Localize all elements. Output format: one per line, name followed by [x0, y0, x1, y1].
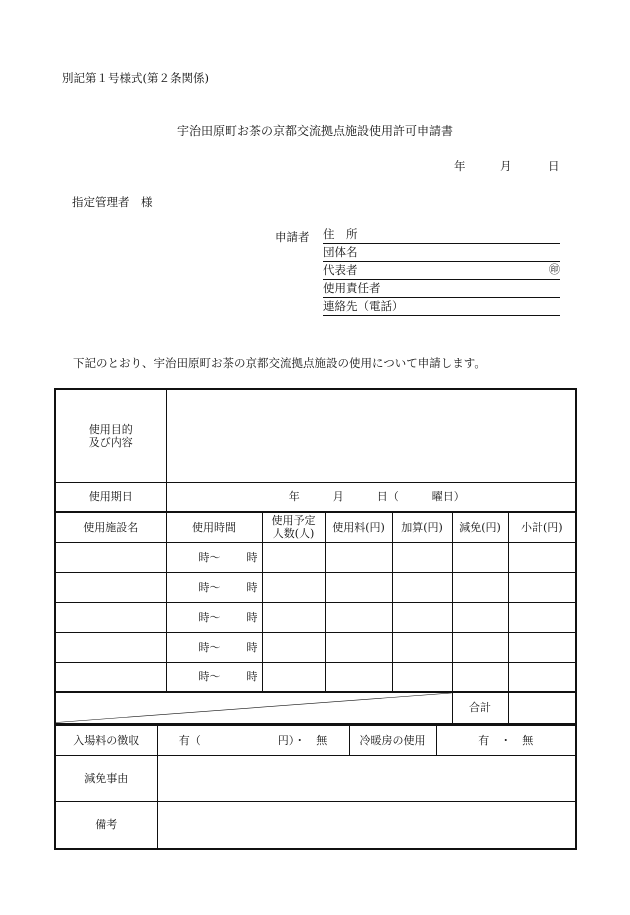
- table-row: [56, 572, 575, 602]
- header-time: 使用時間: [166, 512, 262, 542]
- hour-to: 時: [246, 610, 258, 624]
- subtotal-cell[interactable]: [508, 542, 575, 572]
- hvac-label: 冷暖房の使用: [349, 725, 436, 756]
- representative-field[interactable]: [323, 263, 560, 280]
- table-row: [56, 602, 575, 632]
- attendees-cell[interactable]: [262, 542, 325, 572]
- hour-from: 時～: [198, 640, 221, 654]
- address-field[interactable]: [323, 227, 560, 244]
- exemption-reason-input[interactable]: [157, 756, 575, 802]
- hour-to: 時: [246, 550, 258, 564]
- discount-cell[interactable]: [452, 662, 508, 692]
- fee-cell[interactable]: [325, 602, 392, 632]
- date-day: 日: [548, 159, 560, 173]
- responsible-person-label: 使用責任者: [323, 281, 381, 295]
- time-cell[interactable]: [166, 572, 262, 602]
- table-row: [56, 542, 575, 572]
- subtotal-cell[interactable]: [508, 662, 575, 692]
- surcharge-cell[interactable]: [392, 602, 452, 632]
- fee-cell[interactable]: [325, 572, 392, 602]
- date-year: 年: [454, 159, 466, 173]
- attendees-cell[interactable]: [262, 632, 325, 662]
- total-value[interactable]: [508, 692, 575, 723]
- entrance-fee-choice[interactable]: 有（ 円）・ 無: [157, 725, 349, 756]
- table-row: [56, 662, 575, 692]
- facility-cell[interactable]: [56, 572, 166, 602]
- discount-cell[interactable]: [452, 602, 508, 632]
- total-label: 合計: [452, 692, 508, 723]
- time-cell[interactable]: [166, 632, 262, 662]
- representative-label: 代表者: [323, 263, 358, 277]
- hour-from: 時～: [198, 670, 221, 684]
- applicant-label: 申請者: [275, 230, 310, 244]
- facility-cell[interactable]: [56, 602, 166, 632]
- lower-table: [56, 724, 575, 848]
- addressee: 指定管理者 様: [72, 195, 153, 209]
- contact-phone-label: 連絡先（電話）: [323, 299, 404, 313]
- hour-from: 時～: [198, 610, 221, 624]
- attendees-cell[interactable]: [262, 662, 325, 692]
- discount-cell[interactable]: [452, 572, 508, 602]
- subtotal-cell[interactable]: [508, 572, 575, 602]
- time-cell[interactable]: [166, 542, 262, 572]
- form-number-label: 別記第１号様式(第２条関係): [62, 71, 209, 85]
- fee-cell[interactable]: [325, 662, 392, 692]
- time-cell[interactable]: [166, 602, 262, 632]
- diagonal-line: [56, 693, 452, 723]
- remarks-input[interactable]: [157, 802, 575, 848]
- hour-to: 時: [246, 640, 258, 654]
- time-cell[interactable]: [166, 662, 262, 692]
- hvac-choice[interactable]: 有 ・ 無: [436, 725, 575, 756]
- subtotal-cell[interactable]: [508, 602, 575, 632]
- discount-cell[interactable]: [452, 542, 508, 572]
- document-title: 宇治田原町お茶の京都交流拠点施設使用許可申請書: [176, 124, 453, 138]
- hour-from: 時～: [198, 550, 221, 564]
- header-fee: 使用料(円): [325, 512, 392, 542]
- header-subtotal: 小計(円): [508, 512, 575, 542]
- application-statement: 下記のとおり、宇治田原町お茶の京都交流拠点施設の使用について申請します。: [73, 356, 486, 370]
- main-table: [56, 390, 575, 724]
- attendees-cell[interactable]: [262, 602, 325, 632]
- seal-mark: ㊞: [549, 263, 560, 276]
- facility-cell[interactable]: [56, 542, 166, 572]
- surcharge-cell[interactable]: [392, 542, 452, 572]
- fee-cell[interactable]: [325, 632, 392, 662]
- remarks-label: 備考: [56, 802, 157, 848]
- total-blank-diagonal: [56, 692, 452, 723]
- responsible-person-field[interactable]: [323, 281, 560, 298]
- application-table: [54, 388, 577, 850]
- purpose-label: 使用目的 及び内容: [56, 390, 166, 482]
- attendees-cell[interactable]: [262, 572, 325, 602]
- surcharge-cell[interactable]: [392, 632, 452, 662]
- header-discount: 減免(円): [452, 512, 508, 542]
- date-month: 月: [500, 159, 512, 173]
- period-label: 使用期日: [56, 482, 166, 512]
- facility-cell[interactable]: [56, 662, 166, 692]
- period-input[interactable]: 年 月 日（ 曜日）: [166, 482, 575, 512]
- organization-field[interactable]: [323, 245, 560, 262]
- subtotal-cell[interactable]: [508, 632, 575, 662]
- hour-from: 時～: [198, 580, 221, 594]
- exemption-reason-label: 減免事由: [56, 756, 157, 802]
- contact-phone-field[interactable]: [323, 299, 560, 316]
- entrance-fee-label: 入場料の徴収: [56, 725, 157, 756]
- surcharge-cell[interactable]: [392, 662, 452, 692]
- hour-to: 時: [246, 580, 258, 594]
- header-facility: 使用施設名: [56, 512, 166, 542]
- header-surcharge: 加算(円): [392, 512, 452, 542]
- organization-label: 団体名: [323, 245, 358, 259]
- fee-cell[interactable]: [325, 542, 392, 572]
- header-attendees: 使用予定 人数(人): [262, 512, 325, 542]
- facility-cell[interactable]: [56, 632, 166, 662]
- table-row: [56, 632, 575, 662]
- discount-cell[interactable]: [452, 632, 508, 662]
- surcharge-cell[interactable]: [392, 572, 452, 602]
- hour-to: 時: [246, 670, 258, 684]
- address-label: 住 所: [323, 227, 358, 241]
- purpose-input[interactable]: [166, 390, 575, 482]
